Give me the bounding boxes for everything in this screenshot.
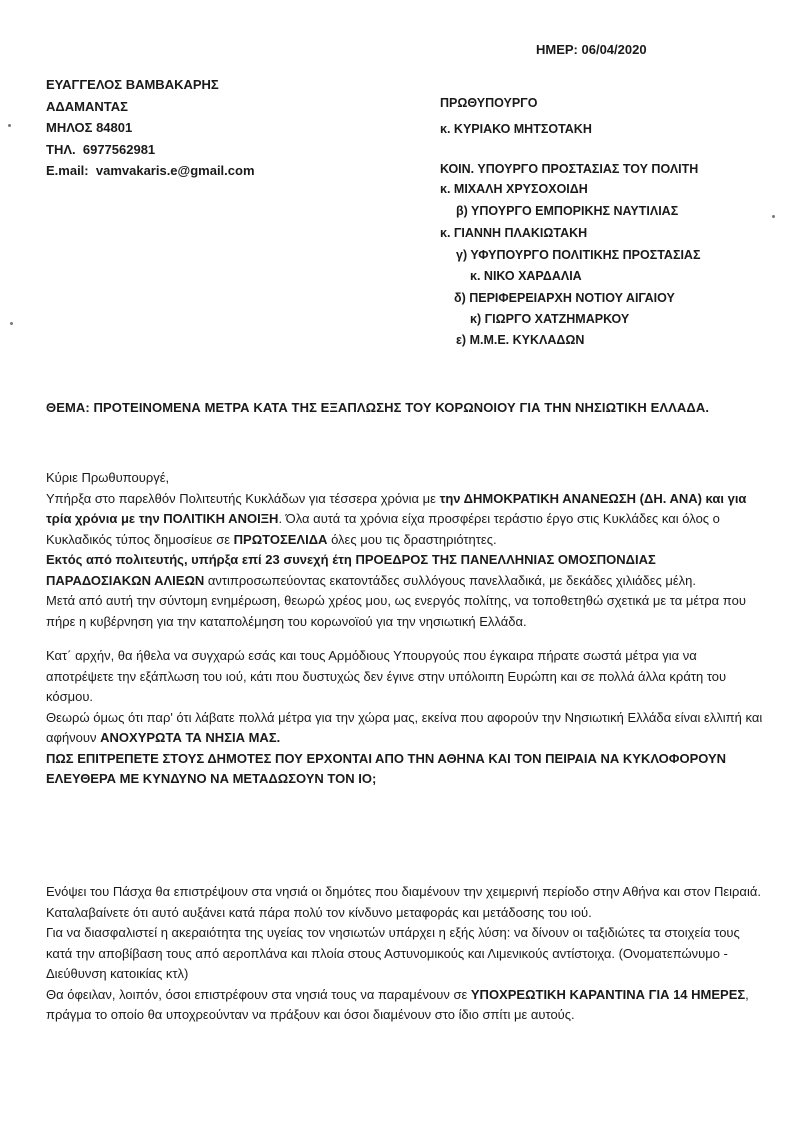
recipient-line: γ) ΥΦΥΠΟΥΡΓΟ ΠΟΛΙΤΙΚΗΣ ΠΡΟΣΤΑΣΙΑΣ — [456, 248, 701, 262]
sender-phone-line — [46, 139, 255, 161]
sender-town: ΑΔΑΜΑΝΤΑΣ — [46, 98, 128, 114]
recipient-line: δ) ΠΕΡΙΦΕΡΕΙΑΡΧΗ ΝΟΤΙΟΥ ΑΙΓΑΙΟΥ — [454, 291, 675, 305]
sender-name: ΕΥΑΓΓΕΛΟΣ ΒΑΜΒΑΚΑΡΗΣ — [46, 77, 219, 92]
email-label: E.mail: — [46, 163, 89, 178]
paragraph: Μετά από αυτή την σύντομη ενημέρωση, θεωρώ χρέος μου, ως ενεργός πολίτης, να τοποθετηθώ σχετικά με τα μέτρα που πήρε η κυβέρνηση για την καταπολέμηση του κορωνοϊού για την νησιωτική Ελλάδα. — [46, 593, 746, 629]
recipient-line: ΚΟΙΝ. ΥΠΟΥΡΓΟ ΠΡΟΣΤΑΣΙΑΣ ΤΟΥ ΠΟΛΙΤΗ — [440, 162, 699, 176]
letter-date: ΗΜΕΡ: 06/04/2020 — [536, 42, 647, 57]
sender-email-line — [46, 160, 255, 182]
sender-email: vamvakaris.e@gmail.com — [95, 163, 255, 178]
letter-subject: ΘΕΜΑ: ΠΡΟΤΕΙΝΟΜΕΝΑ ΜΕΤΡΑ ΚΑΤΑ ΤΗΣ ΕΞΑΠΛΩΣΗΣ ΤΟΥ ΚΟΡΩΝΟΙΟΥ ΓΙΑ ΤΗΝ ΝΗΣΙΩΤΙΚΗ ΕΛΛΑΔΑ. — [46, 400, 710, 415]
recipient-line: κ) ΓΙΩΡΓΟ ΧΑΤΖΗΜΑΡΚΟΥ — [470, 312, 630, 326]
recipient-line: β) ΥΠΟΥΡΓΟ ΕΜΠΟΡΙΚΗΣ ΝΑΥΤΙΛΙΑΣ — [456, 204, 679, 218]
paragraph: Ενόψει του Πάσχα θα επιστρέψουν στα νησιά οι δημότες που διαμένουν την χειμερινή περίοδο στην Αθήνα και στον Πειραιά. Καταλαβαίνετε ότι αυτό αυξάνει κατά πάρα πολύ τον κίνδυνο μεταφοράς και μετάδοσης του ιού. — [46, 884, 761, 920]
sender-block — [46, 74, 255, 182]
phone-label: ΤΗΛ. — [46, 141, 76, 157]
letter-body — [46, 468, 764, 790]
recipient-line: κ. ΜΙΧΑΛΗ ΧΡΥΣΟΧΟΙΔΗ — [440, 182, 588, 196]
scan-speck — [10, 322, 13, 325]
scan-speck — [8, 124, 11, 127]
recipient-line: κ. ΝΙΚΟ ΧΑΡΔΑΛΙΑ — [470, 269, 582, 283]
paragraph: Υπήρξα στο παρελθόν Πολιτευτής Κυκλάδων για τέσσερα χρόνια με την ΔΗΜΟΚΡΑΤΙΚΗ ΑΝΑΝΕΩΣΗ (ΔΗ. ΑΝΑ) και για τρία χρόνια με την ΠΟΛΙΤΙΚΗ ΑΝΟΙΞΗ. Όλα αυτά τα χρόνια είχα προσφέρει τεράστιο έργο στις Κυκλάδες και όλος ο Κυκλαδικός τύπος δημοσίευε σε ΠΡΩΤΟΣΕΛΙΔΑ όλες μου τις δραστηριότητες. — [46, 490, 747, 547]
paragraph: Εκτός από πολιτευτής, υπήρξα επί 23 συνεχή έτη ΠΡΟΕΔΡΟΣ ΤΗΣ ΠΑΝΕΛΛΗΝΙΑΣ ΟΜΟΣΠΟΝΔΙΑΣ ΠΑΡΑΔΟΣΙΑΚΩΝ ΑΛΙΕΩΝ αντιπροσωπεύοντας εκατοντάδες συλλόγους πανελλαδικά, με δεκάδες χιλιάδες μέλη. — [46, 552, 697, 588]
paragraph: Για να διασφαλιστεί η ακεραιότητα της υγείας τον νησιωτών υπάρχει η εξής λύση: να δίνουν οι ταξιδιώτες τα στοιχεία τους κατά την αποβίβαση τους από αεροπλάνα και πλοία στους Αστυνομικούς και Λιμενικούς αντίστοιχα. (Ονοματεπώνυμο - Διεύθυνση κατοικίας κτλ) — [46, 925, 740, 981]
recipient-line: κ. ΓΙΑΝΝΗ ΠΛΑΚΙΩΤΑΚΗ — [440, 226, 588, 240]
paragraph: Θεωρώ όμως ότι παρ' ότι λάβατε πολλά μέτρα για την χώρα μας, εκείνα που αφορούν την Νησιωτική Ελλάδα είναι ελλιπή και αφήνουν ΑΝΟΧΥΡΩΤΑ ΤΑ ΝΗΣΙΑ ΜΑΣ. — [46, 709, 763, 745]
sender-city: ΜΗΛΟΣ 84801 — [46, 120, 133, 135]
scan-speck — [772, 215, 775, 218]
recipient-line: ΠΡΩΘΥΠΟΥΡΓΟ — [440, 96, 538, 110]
recipient-line: κ. ΚΥΡΙΑΚΟ ΜΗΤΣΟΤΑΚΗ — [440, 122, 592, 136]
recipient-line: ε) Μ.Μ.Ε. ΚΥΚΛΑΔΩΝ — [456, 333, 585, 347]
paragraph: Θα όφειλαν, λοιπόν, όσοι επιστρέφουν στα νησιά τους να παραμένουν σε ΥΠΟΧΡΕΩΤΙΚΗ ΚΑΡΑΝΤΙΝΑ ΓΙΑ 14 ΗΜΕΡΕΣ, πράγμα το οποίο θα υποχρεούνταν να πράξουν και όσοι διαμένουν στο ίδιο σπίτι με αυτούς. — [46, 986, 749, 1022]
paragraph: ΠΩΣ ΕΠΙΤΡΕΠΕΤΕ ΣΤΟΥΣ ΔΗΜΟΤΕΣ ΠΟΥ ΕΡΧΟΝΤΑΙ ΑΠΟ ΤΗΝ ΑΘΗΝΑ ΚΑΙ ΤΟΝ ΠΕΙΡΑΙΑ ΝΑ ΚΥΚΛΟΦΟΡΟΥΝ ΕΛΕΥΘΕΡΑ ΜΕ ΚΥΝΔΥΝΟ ΝΑ ΜΕΤΑΔΩΣΟΥΝ ΤΟΝ ΙΟ; — [46, 750, 727, 786]
paragraph: Κατ΄ αρχήν, θα ήθελα να συγχαρώ εσάς και τους Αρμόδιους Υπουργούς που έγκαιρα πήρατε σωστά μέτρα για να αποτρέψετε την εξάπλωση του ιού, κάτι που δυστυχώς δεν έγινε στην υπόλοιπη Ευρώπη και σε πολλά άλλα κράτη του κόσμου. — [46, 648, 727, 704]
letter-body-continued — [46, 882, 764, 1026]
sender-phone: 6977562981 — [82, 141, 156, 157]
salutation: Κύριε Πρωθυπουργέ, — [46, 470, 170, 485]
